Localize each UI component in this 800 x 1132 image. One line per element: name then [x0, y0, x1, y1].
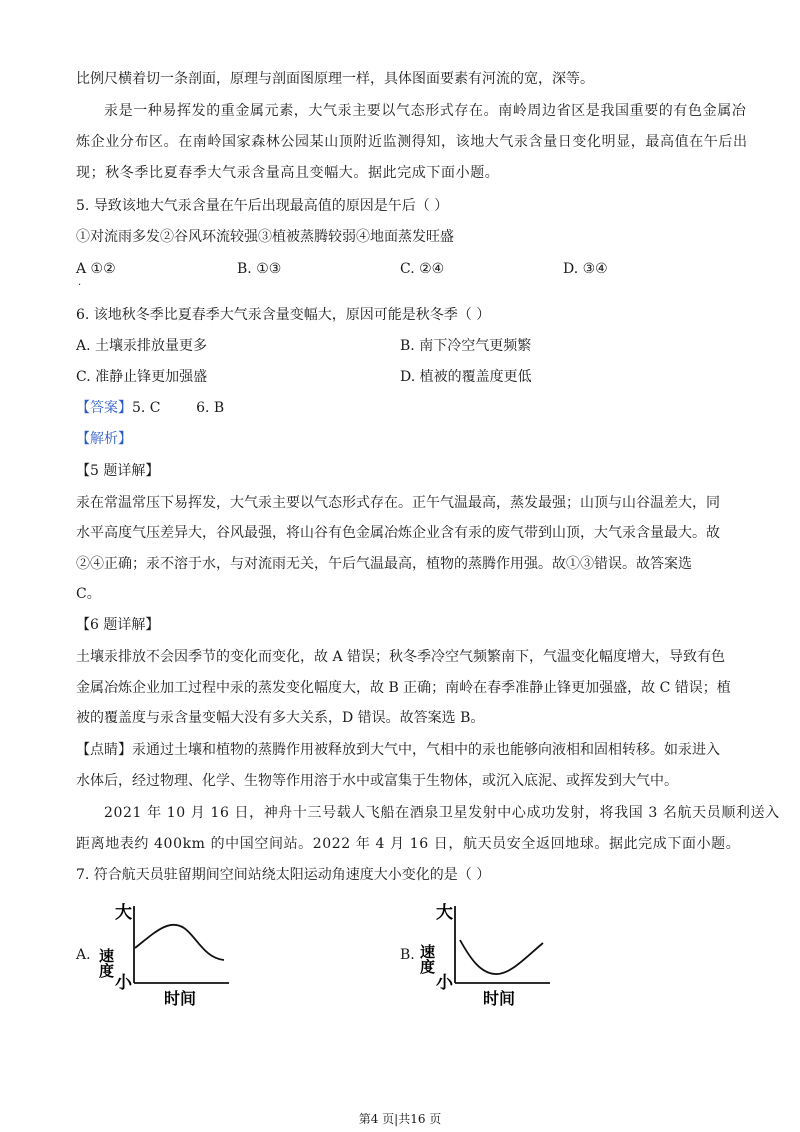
- note-line-2: 水体后，经过物理、化学、生物等作用溶于水中或富集于生物体，或沉入底泥、或挥发到大气中。: [76, 773, 678, 789]
- q6-option-d[interactable]: D. 植被的覆盖度更低: [400, 369, 532, 385]
- graph-b-y-label: 速度: [418, 944, 436, 974]
- q7-option-a-label[interactable]: A.: [76, 947, 91, 963]
- passage-2-line-1: 2021 年 10 月 16 日，神舟十三号载人飞船在酒泉卫星发射中心成功发射，将我国 3 名航天员顺利送入: [104, 805, 780, 821]
- detail6-line-3: 被的覆盖度与汞含量变幅大没有多大关系，D 错误。故答案选 B。: [76, 710, 485, 726]
- answer-text: 5. C 6. B: [132, 400, 225, 416]
- q5-option-c[interactable]: C. ②④: [400, 261, 445, 277]
- graph-b-y-top: 大: [436, 903, 453, 923]
- q7-stem: 7. 符合航天员驻留期间空间站绕太阳运动角速度大小变化的是（ ）: [76, 867, 491, 883]
- q5-option-b[interactable]: B. ①③: [237, 261, 282, 277]
- detail5-line-2: 水平高度气压差异大，谷风最强，将山谷有色金属冶炼企业含有汞的废气带到山顶，大气汞含量最大。故: [76, 525, 720, 541]
- q6-stem: 6. 该地秋冬季比夏春季大气汞含量变幅大，原因可能是秋冬季（ ）: [76, 307, 491, 323]
- graph-b-x-label: 时间: [483, 989, 516, 1008]
- graph-b-curve: [460, 940, 543, 974]
- detail6-title: 【6 题详解】: [76, 617, 160, 633]
- passage-1-line-1: 汞是一种易挥发的重金属元素，大气汞主要以气态形式存在。南岭周边省区是我国重要的有色金属冶: [104, 103, 747, 119]
- graph-b-y-bottom: 小: [436, 973, 453, 993]
- answer-line: [76, 398, 224, 418]
- q5-items: ①对流雨多发②谷风环流较强③植被蒸腾较弱④地面蒸发旺盛: [76, 229, 454, 245]
- passage-1-line-2: 炼企业分布区。在南岭国家森林公园某山顶附近监测得知，该地大气汞含量日变化明显，最高值在午后出: [76, 134, 748, 150]
- q6-option-a[interactable]: A. 土壤汞排放量更多: [76, 338, 208, 354]
- detail5-title: 【5 题详解】: [76, 463, 160, 479]
- graph-a-x-label: 时间: [164, 989, 197, 1008]
- detail5-line-4: C。: [76, 586, 101, 602]
- note-text-1: 汞通过土壤和植物的蒸腾作用被释放到大气中，气相中的汞也能够向液相和固相转移。如汞进入: [132, 742, 720, 758]
- q6-option-c[interactable]: C. 准静止锋更加强盛: [76, 369, 208, 385]
- stray-dot-mark: ·: [78, 280, 82, 291]
- q5-stem: 5. 导致该地大气汞含量在午后出现最高值的原因是午后（ ）: [76, 198, 449, 214]
- q5-option-d[interactable]: D. ③④: [563, 261, 608, 277]
- intro-line: 比例尺横着切一条剖面，原理与剖面图原理一样，具体图面要素有河流的宽，深等。: [76, 71, 594, 87]
- q7-graph-b[interactable]: [418, 898, 560, 1010]
- graph-a-curve: [135, 925, 224, 960]
- passage-2-line-2: 距离地表约 400km 的中国空间站。2022 年 4 月 16 日，航天员安全返回地球。据此完成下面小题。: [76, 836, 741, 852]
- detail6-line-1: 土壤汞排放不会因季节的变化而变化，故 A 错误；秋冬季冷空气频繁南下，气温变化幅度增大，导致有色: [76, 649, 726, 665]
- q7-option-b-label[interactable]: B.: [400, 947, 415, 963]
- note-line-1: [76, 740, 720, 760]
- answer-label: 【答案】: [76, 400, 132, 416]
- page-footer: 第4 页|共16 页: [358, 1112, 442, 1126]
- q5-option-a[interactable]: A ①②: [76, 261, 116, 277]
- passage-1-line-3: 现；秋冬季比夏春季大气汞含量高且变幅大。据此完成下面小题。: [76, 165, 500, 181]
- q7-graph-a[interactable]: [97, 898, 239, 1010]
- detail5-line-1: 汞在常温常压下易挥发，大气汞主要以气态形式存在。正午气温最高，蒸发最强；山顶与山谷温差大，同: [76, 495, 720, 511]
- detail5-line-3: ②④正确；汞不溶于水，与对流雨无关，午后气温最高，植物的蒸腾作用强。故①③错误。故答案选: [76, 556, 692, 572]
- note-title: 【点睛】: [76, 742, 132, 758]
- graph-a-y-bottom: 小: [115, 973, 132, 993]
- graph-a-y-label: 速度: [97, 948, 115, 978]
- detail6-line-2: 金属冶炼企业加工过程中汞的蒸发变化幅度大，故 B 正确；南岭在春季准静止锋更加强盛，故 C 错误；植: [76, 680, 731, 696]
- analysis-label: 【解析】: [76, 431, 132, 447]
- q6-option-b[interactable]: B. 南下冷空气更频繁: [400, 338, 532, 354]
- graph-a-y-top: 大: [115, 903, 132, 923]
